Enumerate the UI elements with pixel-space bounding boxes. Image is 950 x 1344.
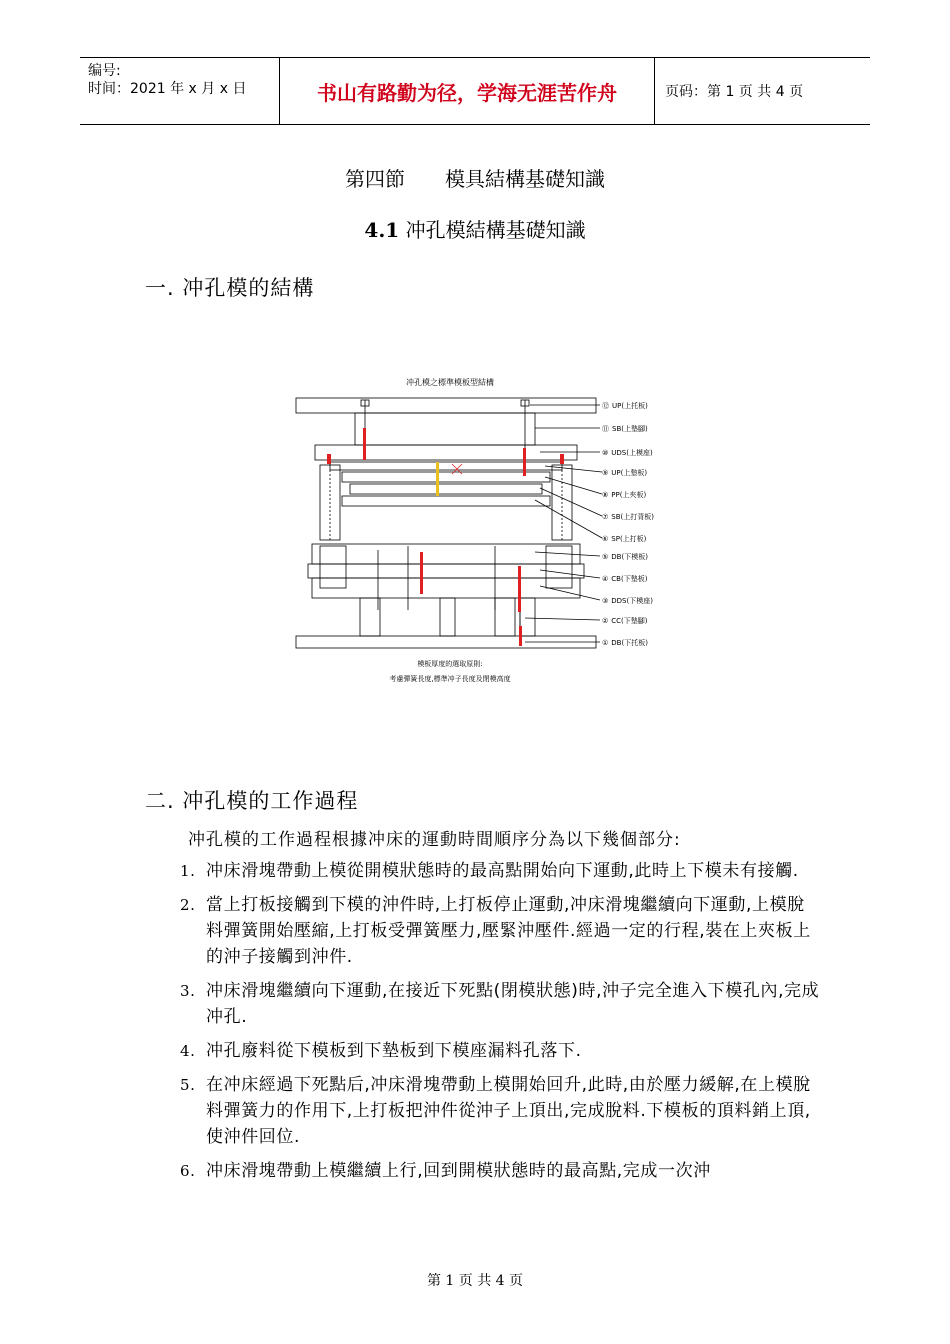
- center-mark: [452, 464, 462, 474]
- label-4: ④ CB(下墊板): [602, 575, 648, 583]
- label-1: ① DB(下托板): [602, 639, 648, 647]
- section-heading-process: 二. 冲孔模的工作過程: [145, 789, 359, 813]
- list-item: 3. 冲床滑塊繼續向下運動,在接近下死點(閉模狀態)時,沖子完全進入下模孔內,完成冲孔.: [180, 981, 820, 1027]
- lower-die-seat: [312, 578, 580, 598]
- process-intro: 冲孔模的工作過程根據冲床的運動時間順序分為以下幾個部分:: [188, 830, 681, 850]
- highlighted-bolts: [327, 428, 564, 646]
- upper-die-seat: [315, 445, 577, 460]
- label-6: ⑥ SP(上打板): [602, 535, 647, 543]
- number-label: 编号:: [88, 63, 121, 79]
- page-footer: 第 1 页 共 4 页: [426, 1273, 524, 1289]
- list-item: 2. 當上打板接觸到下模的沖件時,上打板停止運動,冲床滑塊繼續向下運動,上模脫料彈簧開始壓縮,上打板受彈簧壓力,壓緊沖壓件.經過一定的行程,裝在上夾板上的沖子接觸到沖件.: [180, 895, 811, 967]
- section-topic: 模具結構基礎知識: [445, 167, 605, 191]
- subsection-text: 冲孔模結構基礎知識: [405, 218, 586, 242]
- list-item: 6. 冲床滑塊帶動上模繼續上行,回到開模狀態時的最高點,完成一次沖: [180, 1161, 711, 1181]
- diagram-title: 冲孔模之標準模板型結構: [406, 378, 494, 387]
- subsection-title: [0, 214, 950, 243]
- diagram-note-line1: 模板厚度的選取原則:: [417, 660, 483, 668]
- lower-die-plate: [312, 544, 580, 564]
- label-5: ⑤ DB(下模板): [602, 553, 648, 561]
- label-7: ⑦ SB(上打背板): [602, 513, 654, 521]
- label-12: ⑫ UP(上托板): [602, 402, 648, 410]
- header-motto: 书山有路勤为径，学海无涯苦作舟: [280, 58, 655, 124]
- list-item: 5. 在冲床經過下死點后,冲床滑塊帶動上模開始回升,此時,由於壓力緩解,在上模脫料彈簧力的作用下,上打板把沖件從沖子上頂出,完成脫料.下模板的頂料銷上頂,使沖件回位.: [180, 1075, 811, 1147]
- diagram-note-line2: 考慮彈簧長度,標準冲子長度及閉模高度: [389, 675, 511, 683]
- process-steps: [180, 858, 820, 1192]
- die-structure-diagram: [290, 370, 670, 690]
- list-item: 4. 冲孔廢料從下模板到下墊板到下模座漏料孔落下.: [180, 1041, 582, 1061]
- part-labels: [602, 401, 654, 647]
- page-header: [80, 57, 870, 125]
- upper-spacer: [355, 413, 535, 445]
- header-page-info: 页码：第 1 页 共 4 页: [665, 84, 804, 100]
- label-9: ⑨ UP(上墊板): [602, 469, 648, 477]
- top-plate: [296, 398, 596, 413]
- label-11: ⑪ SB(上墊腳): [602, 425, 648, 433]
- label-2: ② CC(下墊腳): [602, 617, 648, 625]
- label-8: ⑧ PP(上夾板): [602, 491, 647, 499]
- section-heading-structure: 一. 冲孔模的結構: [145, 276, 315, 300]
- list-item: 1. 冲床滑塊帶動上模從開模狀態時的最高點開始向下運動,此時上下模未有接觸.: [180, 861, 799, 881]
- punch-pin: [436, 462, 439, 496]
- subsection-number: 4.1: [364, 218, 400, 242]
- header-meta: [80, 58, 280, 124]
- label-10: ⑩ UDS(上模座): [602, 449, 653, 457]
- page-title: [0, 163, 950, 192]
- time-label: 时间：2021 年 x 月 x 日: [88, 81, 247, 97]
- label-3: ③ DDS(下模座): [602, 597, 653, 605]
- die-assembly-drawing: [296, 398, 602, 648]
- section-number: 第四節: [345, 167, 405, 191]
